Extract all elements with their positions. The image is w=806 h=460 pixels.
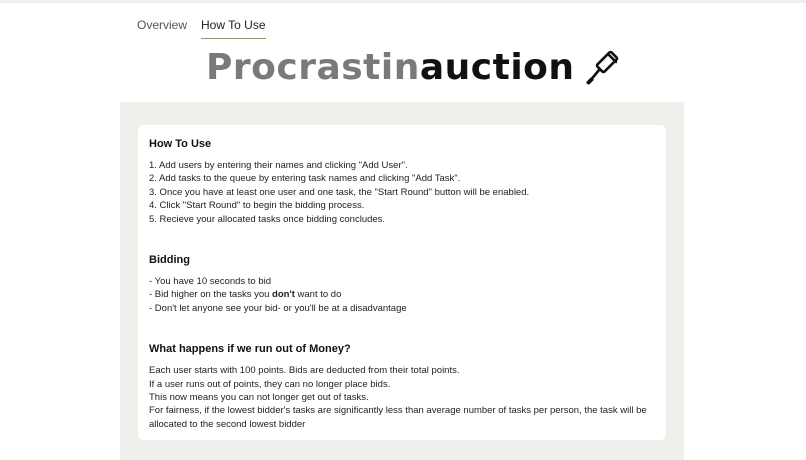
- step-item: 1. Add users by entering their names and clicking "Add User".: [149, 160, 408, 171]
- header: [120, 3, 684, 102]
- bidding-rule-text: - Bid higher on the tasks you: [149, 289, 273, 301]
- bidding-rule-emphasis: don't: [272, 289, 295, 301]
- step-item: 3. Once you have at least one user and one task, the "Start Round" button will be enabled.: [149, 186, 530, 198]
- bidding-heading: Bidding: [149, 254, 190, 267]
- money-rule: For fairness, if the lowest bidder's tasks are significantly less than average number of tasks per person, the task will be allocated to the second lowest bidder: [149, 405, 647, 430]
- tab-overview[interactable]: Overview: [137, 18, 188, 32]
- gavel-icon: [585, 48, 625, 88]
- instructions-card: [138, 125, 666, 440]
- step-item: 5. Recieve your allocated tasks once bidding concludes.: [149, 213, 386, 225]
- bidding-rule: [149, 288, 654, 301]
- step-item: 4. Click "Start Round" to begin the bidding process.: [149, 200, 365, 212]
- tab-how-to-use[interactable]: How To Use: [201, 18, 265, 39]
- bidding-rule: - You have 10 seconds to bid: [149, 276, 272, 288]
- how-to-use-heading: How To Use: [149, 138, 212, 150]
- money-rule: This now means you can not longer get out of tasks.: [149, 392, 369, 404]
- money-rule: Each user starts with 100 points. Bids are deducted from their total points.: [149, 365, 460, 377]
- logo-text-auction: auction: [419, 47, 575, 88]
- logo-text-procrastin: Procrastin: [206, 47, 420, 88]
- tab-bar: [137, 18, 266, 39]
- bidding-rule: - Don't let anyone see your bid- or you'll be at a disadvantage: [149, 302, 407, 314]
- money-rule: If a user runs out of points, they can no longer place bids.: [149, 378, 391, 390]
- bidding-rule-text: want to do: [294, 289, 342, 301]
- money-heading: What happens if we run out of Money?: [149, 343, 351, 356]
- step-item: 2. Add tasks to the queue by entering task names and clicking "Add Task".: [149, 173, 461, 185]
- app-logo: [206, 47, 625, 88]
